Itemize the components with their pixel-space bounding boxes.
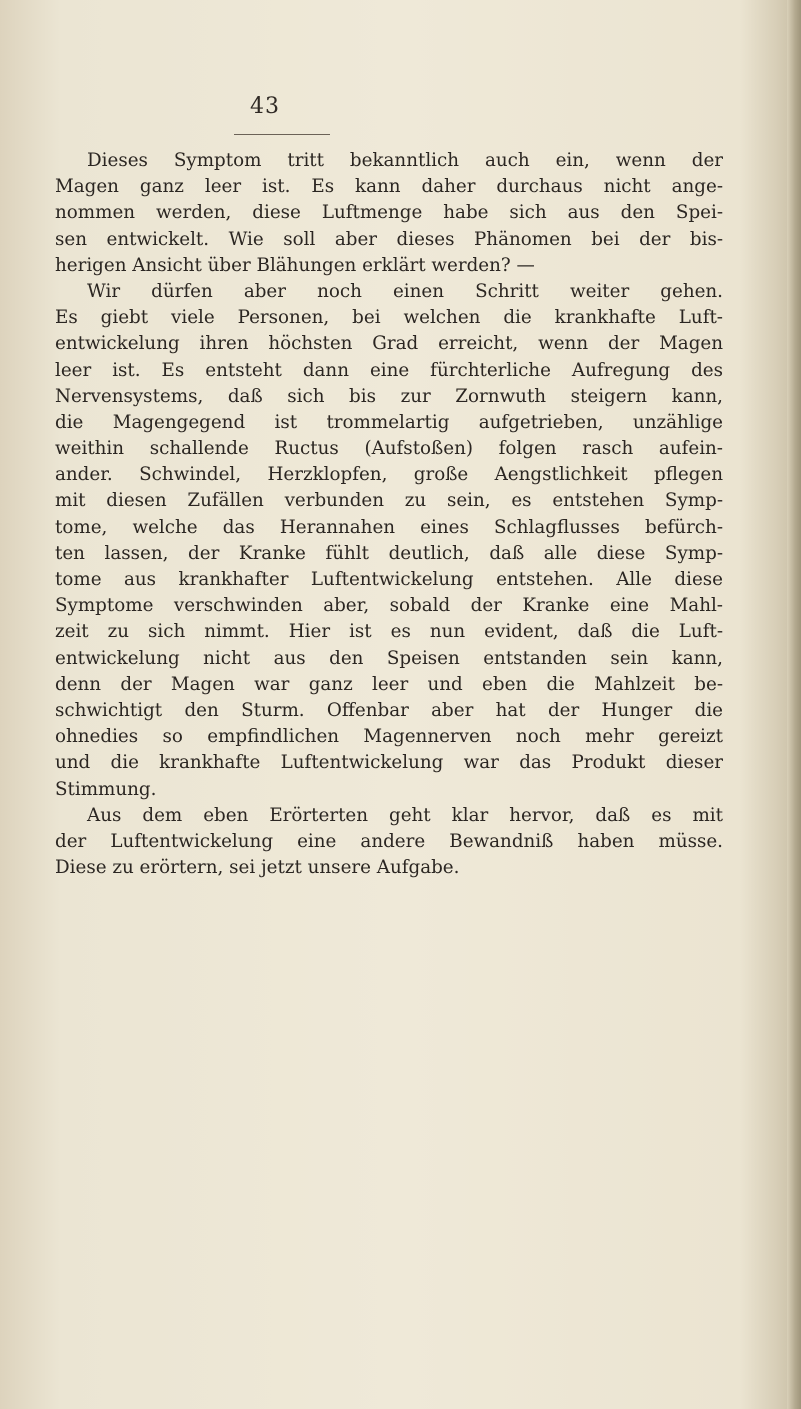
text-line: und die krankhafte Luftentwickelung war das Produkt dieser: [55, 752, 723, 774]
text-line: mit diesen Zufällen verbunden zu sein, es entstehen Symp-: [55, 490, 723, 512]
text-line: ten lassen, der Kranke fühlt deutlich, daß alle diese Symp-: [55, 542, 723, 564]
page-number: 43: [250, 94, 280, 119]
text-line: Symptome verschwinden aber, sobald der Kranke eine Mahl-: [55, 595, 723, 617]
text-line: denn der Magen war ganz leer und eben die Mahlzeit be-: [55, 673, 723, 695]
text-line: entwickelung nicht aus den Speisen entstanden sein kann,: [55, 647, 723, 669]
text-line: die Magengegend ist trommelartig aufgetrieben, unzählige: [55, 411, 723, 433]
text-line: weithin schallende Ructus (Aufstoßen) folgen rasch aufein-: [55, 438, 723, 460]
page-edge-shadow: [787, 0, 801, 1409]
text-line: tome, welche das Herannahen eines Schlagflusses befürch-: [55, 516, 723, 538]
text-line: Es giebt viele Personen, bei welchen die krankhafte Luft-: [55, 307, 723, 329]
text-line: Magen ganz leer ist. Es kann daher durchaus nicht ange-: [55, 176, 723, 198]
text-line: Wir dürfen aber noch einen Schritt weiter gehen.: [87, 280, 723, 302]
body-text: [55, 148, 723, 881]
text-line: herigen Ansicht über Blähungen erklärt werden? —: [55, 254, 535, 276]
text-line: Diese zu erörtern, sei jetzt unsere Aufgabe.: [55, 857, 460, 879]
text-line: zeit zu sich nimmt. Hier ist es nun evident, daß die Luft-: [55, 621, 723, 643]
text-line: der Luftentwickelung eine andere Bewandniß haben müsse.: [55, 830, 723, 852]
text-line: leer ist. Es entsteht dann eine fürchterliche Aufregung des: [55, 359, 723, 381]
text-line: tome aus krankhafter Luftentwickelung entstehen. Alle diese: [55, 569, 723, 590]
text-line: sen entwickelt. Wie soll aber dieses Phänomen bei der bis-: [55, 228, 723, 250]
text-line: schwichtigt den Sturm. Offenbar aber hat der Hunger die: [55, 699, 723, 721]
text-line: Aus dem eben Erörterten geht klar hervor, daß es mit: [87, 804, 723, 826]
text-line: Dieses Symptom tritt bekanntlich auch ein, wenn der: [87, 150, 723, 171]
page-number-rule: [234, 134, 330, 135]
text-line: Stimmung.: [55, 778, 157, 800]
text-line: ander. Schwindel, Herzklopfen, große Aengstlichkeit pflegen: [55, 464, 723, 486]
text-line: nommen werden, diese Luftmenge habe sich aus den Spei-: [55, 202, 723, 224]
text-line: entwickelung ihren höchsten Grad erreicht, wenn der Magen: [55, 333, 723, 355]
text-line: ohnedies so empfindlichen Magennerven noch mehr gereizt: [55, 726, 723, 748]
text-line: Nervensystems, daß sich bis zur Zornwuth steigern kann,: [55, 385, 723, 407]
